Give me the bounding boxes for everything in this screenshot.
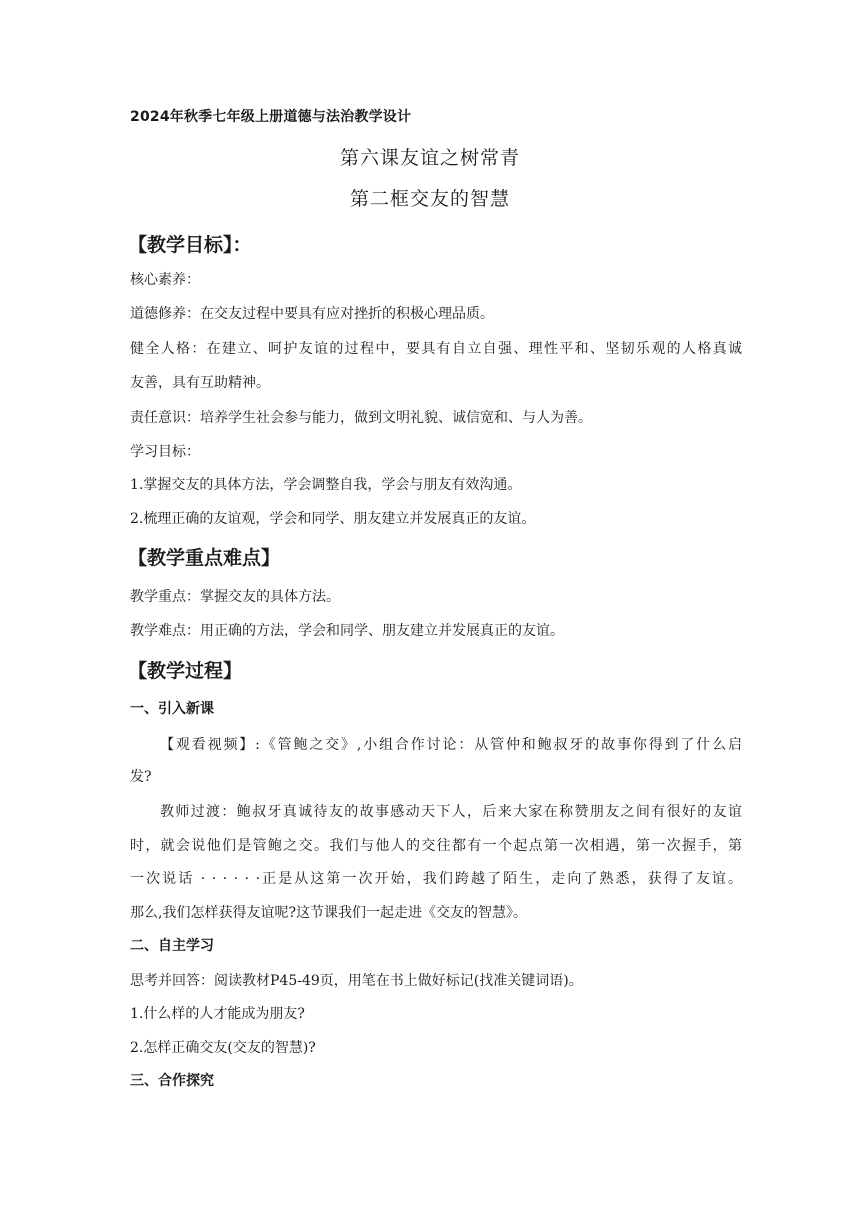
self-study-question-1: 1.什么样的人才能成为朋友? xyxy=(130,1006,305,1022)
responsibility: 责任意识：培养学生社会参与能力，做到文明礼貌、诚信宽和、与人为善。 xyxy=(130,410,592,426)
self-study-question-2: 2.怎样正确交友(交友的智慧)? xyxy=(130,1040,316,1056)
learning-goal-1: 1.掌握交友的具体方法，学会调整自我，学会与朋友有效沟通。 xyxy=(130,477,522,493)
sound-personality-line-1: 健全人格：在建立、呵护友谊的过程中，要具有自立自强、理性平和、坚韧乐观的人格真诚 xyxy=(130,341,742,357)
part3-title: 三、合作探究 xyxy=(130,1073,214,1089)
process-heading: 【教学过程】 xyxy=(128,660,243,682)
transition-line-1: 教师过渡：鲍叔牙真诚待友的故事感动天下人，后来大家在称赞朋友之间有很好的友谊 xyxy=(160,804,742,820)
part2-title: 二、自主学习 xyxy=(130,938,214,954)
self-study-intro: 思考并回答：阅读教材P45-49页，用笔在书上做好标记(找准关键词语)。 xyxy=(130,973,583,989)
transition-line-2: 时，就会说他们是管鲍之交。我们与他人的交往都有一个起点第一次相遇，第一次握手，第 xyxy=(130,838,742,854)
part1-title: 一、引入新课 xyxy=(130,701,214,717)
sound-personality-line-2: 友善，具有互助精神。 xyxy=(130,375,270,391)
transition-line-3: 一次说话 · · · · · ·正是从这第一次开始，我们跨越了陌生，走向了熟悉，获得了友谊。 xyxy=(130,871,742,887)
learning-goals-label: 学习目标： xyxy=(130,444,200,460)
section-title: 第二框交友的智慧 xyxy=(349,188,510,210)
learning-goal-2: 2.梳理正确的友谊观，学会和同学、朋友建立并发展真正的友谊。 xyxy=(130,511,536,527)
transition-line-4: 那么,我们怎样获得友谊呢?这节课我们一起走进《交友的智慧》。 xyxy=(130,905,527,921)
document-header: 2024年秋季七年级上册道德与法治教学设计 xyxy=(130,109,412,125)
moral-cultivation: 道德修养：在交友过程中要具有应对挫折的积极心理品质。 xyxy=(130,306,494,322)
teaching-difficulty: 教学难点：用正确的方法，学会和同学、朋友建立并发展真正的友谊。 xyxy=(130,623,564,639)
teaching-focus: 教学重点：掌握交友的具体方法。 xyxy=(130,589,340,605)
video-line-2: 发? xyxy=(130,769,152,785)
core-literacy-label: 核心素养： xyxy=(130,272,200,288)
key-points-heading: 【教学重点难点】 xyxy=(128,547,281,569)
goals-heading: 【教学目标】： xyxy=(128,234,252,256)
lesson-title: 第六课友谊之树常青 xyxy=(339,147,520,169)
video-line-1: 【观看视频】:《管鲍之交》,小组合作讨论：从管仲和鲍叔牙的故事你得到了什么启 xyxy=(160,737,742,753)
